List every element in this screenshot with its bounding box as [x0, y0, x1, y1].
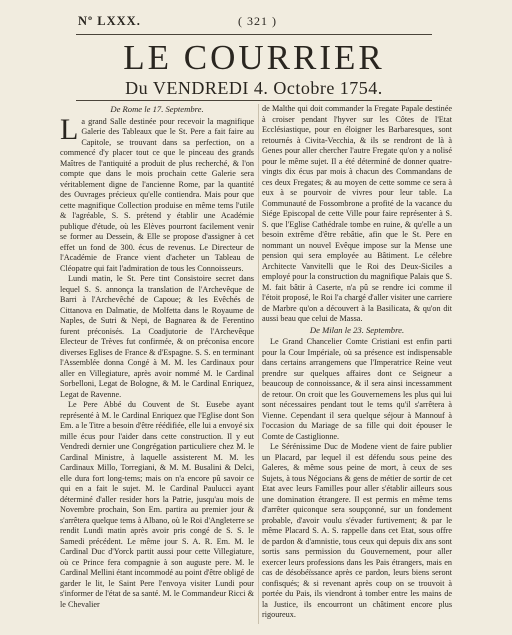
rome-paragraph-1-text: a grand Salle destinée pour recevoir la magnifique Galerie des Tableaux que le St. Pere a fait faire au Capitole, se trouvant dans sa perfection, on a commencé d'y placer tout ce que le pinceau des grands Maîtres de l'antiquité a produit de plus recherché, & l'on compte que dans le mois prochain cette Galerie sera véritablement digne de l'ancienne Rome, par la quantité des Ouvrages précieux qu'elle contiendra. Mais pour que cette magnifique Collection produise en même tems l'utile & l'agréable, S. S. prétend y établir une Académie publique d'étude, où les Elèves pourront facilement venir se former au Dessein, & Elle se propose d'assigner à cet effet un fond de 300. écus de revenus. Le Directeur de l'Académie de France vient d'acheter un Tableau de Cléopatre qui fait l'admiration de tous les Connoisseurs.: [60, 116, 254, 273]
milan-paragraph-2: Le Sérénissime Duc de Modene vient de faire publier un Placard, par lequel il est défendu sous peine des Galeres, & même sous peine de mort, à ceux de ses Sujets, à tous Négocians & gens de métier de sortir de cet Etat avec leurs Familles pour aller s'établir ailleurs sous une domination étrangere. Il est permis en même tems d'arrêter quiconque sera soupçonné, sur un fondement probable, d'avoir voulu s'évader furtivement; & par le même Placard S. A. S. rappelle dans cet Etat, sous offre de pardon & d'amnistie, tous ceux qui depuis dix ans sont sortis sans permission du Gouvernement, pour aller exercer leurs professions dans les Pais étrangers, mais en cas de désobéïssance après ce pardon, leurs biens seront confisqués; & si revenant après coup on se trouvoit à portée du Pais, ils viendront à tomber entre les mains de la Justice, ils encourront un châtiment encore plus rigoureux.: [262, 442, 452, 619]
page-number: ( 321 ): [238, 14, 277, 28]
right-column: [262, 104, 452, 624]
milan-paragraph-1: Le Grand Chancelier Comte Cristiani est enfin parti pour la Cour Impériale, où sa présence est indispensable dans certains arrangemens que l'Imperatrice Reine veut prendre sur quelques affaires dont ce Seigneur a beaucoup de connoissance, & il sera ainsi incessamment de retour. On croit que les Gouvernemens les plus qui lui sont nécessaires pendant tout le tems qu'il s'arrêtera à Vienne. Cependant il sera quelque séjour à Mannouf à l'occasion du Mariage de sa fille qui doit épouser le Comte de Castiglionne.: [262, 337, 452, 441]
masthead-rule: [76, 100, 432, 101]
rome-paragraph-3: Le Pere Abbé du Couvent de St. Eusebe ayant représenté à M. le Cardinal Enriquez que l'Eglise dont Son Em. a le Titre a besoin d'être réédifiée, elle lui a envoyé six mille écus pour l'aider dans cette construction. Il y eut Vendredi dernier une Congrégation particuliere chez M. le Cardinal Ministre, à laquelle assisterent M. M. les Cardinaux Millo, Torregiani, & M. M. Busalini & Delci, elle dura fort long-tems; mais on n'a encore pû savoir ce qui en a fait le sujet. M. le Cardinal Paulucci ayant déterminé d'aller resider hors la Patrie, jusqu'au mois de Novembre prochain, Son Em. partira au premier jour & s'arrêtera quelque tems à Albano, où le Roi d'Angleterre se rendit Lundi matin après avoir pris congé de S. S. le Samedi précédent. Le même jour S. A. R. Em. M. le Cardinal Duc d'Yorck partit aussi pour cette Villegiature, où ce Prince fera compagnie à son auguste pere. M. le Cardinal Mellini étant incommodé au point d'être obligé de garder le lit, le Saint Pere l'envoya visiter Lundi pour s'informer de l'état de sa santé. M. le Commandeur Ricci & le Chevalier: [60, 400, 254, 609]
masthead-title: LE COURRIER: [123, 38, 385, 77]
milan-dateline: De Milan le 23. Septembre.: [309, 324, 405, 335]
issue-number: Nº LXXX.: [78, 14, 141, 28]
rome-dateline: De Rome le 17. Septembre.: [110, 104, 204, 114]
column-divider: [258, 104, 259, 624]
rome-paragraph-2: Lundi matin, le St. Pere tint Consistoire secret dans lequel S. S. annonça la translation de l'Archevêque de Barri à l'Archevêché de Capoue; & les Evêchés de Cittanova en Dalmatie, de Molfetta dans le Royaume de Naples, de Sutri & Nepi, de Bagnarea & de Ferentino furent préconisés. La Coadjutorie de l'Archevêque Electeur de Trèves fut confirmée, & on préconisa encore diverses Eglises de France & d'Espagne. S. S. en terminant l'Assemblée donna Congé à M. M. les Cardinaux pour aller en Villegiature, après avoir nommé M. le Cardinal Sorbelloni, Legat de Bologne, & M. le Cardinal Enriquez, Legat de Ravenne.: [60, 274, 254, 399]
drop-cap: L: [60, 112, 79, 146]
header-rule: [76, 34, 432, 35]
left-column: [60, 104, 254, 624]
rome-paragraph-1: [60, 112, 254, 275]
header-row: [78, 14, 432, 32]
rome-continued-paragraph: de Malthe qui doit commander la Fregate Papale destinée à croiser pendant l'hyver sur les Côtes de l'Etat Ecclésiastique, pour en éloigner les Barbaresques, sont retournés à Civita-Vecchia, & ils se rendront de là à Genes pour aller chercher l'autre Fregate qu'on y a nolisé pour le même sujet. Il a été déterminé de donner quatre-vingts dix écus par mois à chacun des Commandans de ces deux Fregates; & au moyen de cette somme ce sera à eux à se pourvoir de vivres pour leur table. La Communauté de Fossombrone a profité de la vacance du Siége Episcopal de cette Ville pour faire représenter à S. S. que l'Eglise Cathédrale tombe en ruine, & qu'elle a un besoin extrême d'être rebâtie, afin que le St. Pere en nommant un nouvel Evêque impose sur la Mense une pension qui sera employée au Bâtiment. Le célebre Architecte Vanvitelli que le Roi des Deux-Siciles a employé pour la construction du magnifique Palais que S. M. fait bâtir à Caserte, n'a pû se rendre ici comme il l'étoit proposé, le Roi l'a chargé d'aller visiter une carriere de Marbre qu'on a découvert à la Basilicata, & qu'on dit aussi beau que celui de Massa.: [262, 104, 452, 323]
issue-date: Du VENDREDI 4. Octobre 1754.: [125, 78, 383, 98]
